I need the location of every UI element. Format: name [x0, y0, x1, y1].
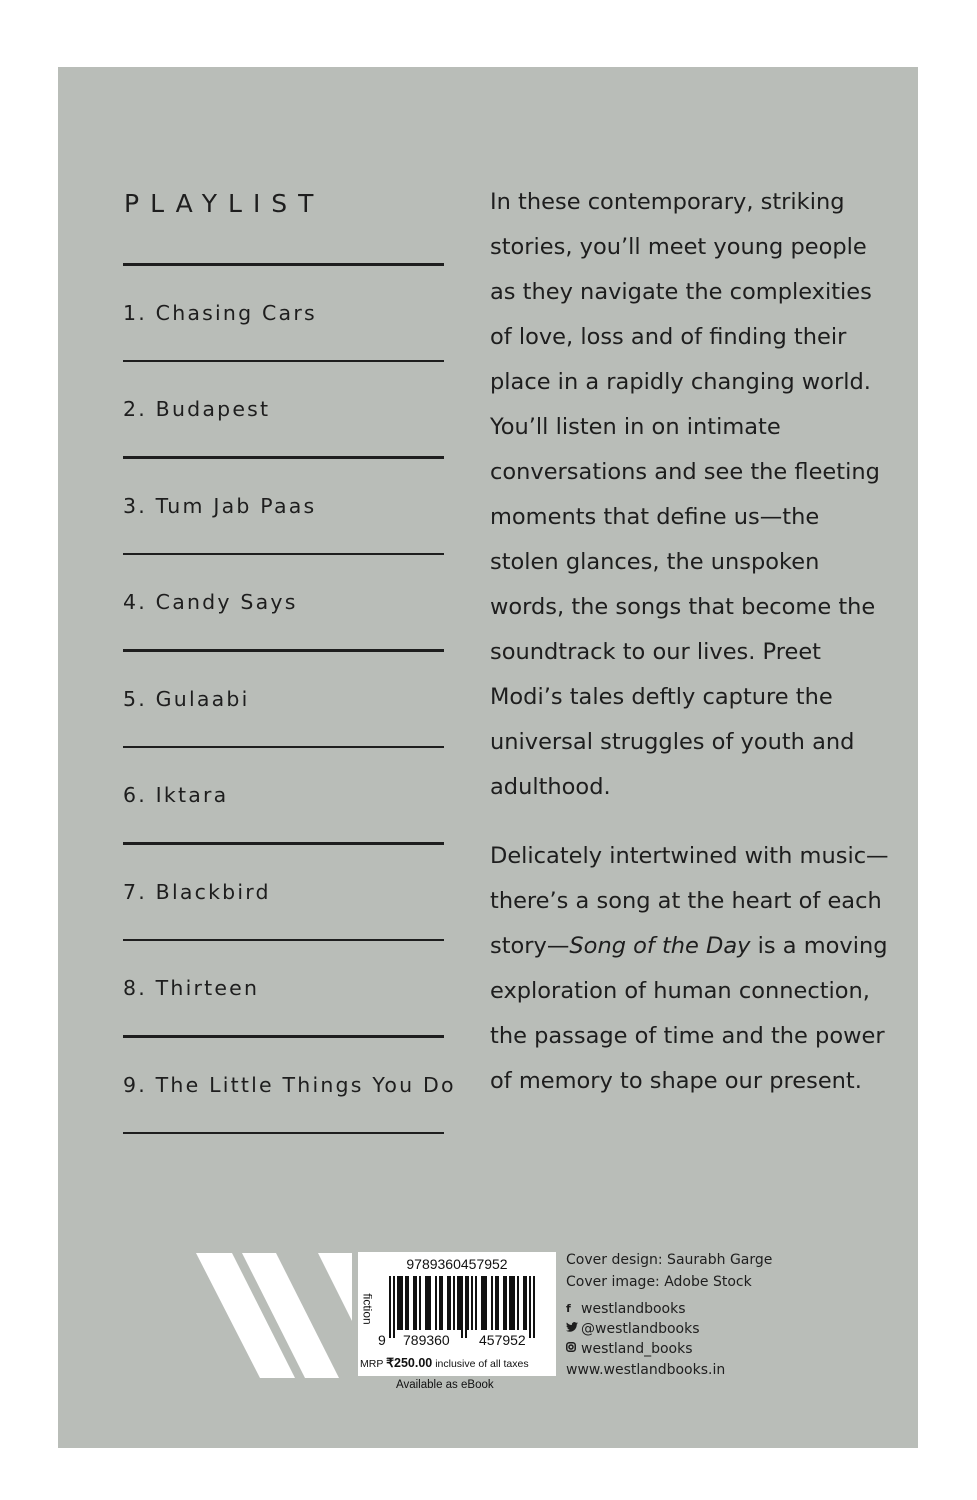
track-item: 6. Iktara — [123, 783, 229, 807]
barcode-label — [358, 1252, 556, 1376]
barcode-bar — [465, 1276, 467, 1338]
barcode-bar — [461, 1276, 463, 1338]
barcode-bar — [483, 1276, 485, 1330]
barcode-bar — [485, 1276, 487, 1330]
back-cover — [58, 67, 918, 1448]
blurb — [490, 180, 890, 1128]
barcode-bar — [389, 1276, 391, 1338]
facebook-text: westlandbooks — [581, 1301, 686, 1317]
playlist-tracks — [123, 263, 456, 1134]
barcode-bar — [497, 1276, 499, 1330]
blurb-text: Delicately intertwined with music—there’s a song at the heart of each story— — [490, 843, 889, 959]
barcode-bar — [481, 1276, 483, 1330]
cover-design-credit: Cover design: Saurabh Garge — [566, 1252, 773, 1268]
track-item: 3. Tum Jab Paas — [123, 493, 317, 518]
book-title: Song of the Day — [569, 933, 751, 959]
barcode-bar — [407, 1276, 409, 1330]
ean-digits: 457952 — [479, 1332, 526, 1348]
barcode-bar — [467, 1276, 469, 1330]
barcode-bar — [429, 1276, 431, 1330]
price-line — [360, 1355, 556, 1370]
barcode-bar — [405, 1276, 407, 1330]
barcode-bar — [523, 1276, 525, 1330]
barcode-bar — [491, 1276, 493, 1330]
barcode-bar — [435, 1276, 437, 1330]
barcode-bar — [449, 1276, 451, 1330]
blurb-paragraph: In these contemporary, striking stories, you’ll meet young people as they navigate the complexities of love, loss and of finding their place in a rapidly changing world. You’ll listen in on intimate conversations and see the fleeting moments that define us—the stolen glances, the unspoken words, the songs that become the soundtrack to our lives. Preet Modi’s tales deftly capture the universal struggles of youth and adulthood. — [490, 189, 880, 800]
credits — [566, 1249, 772, 1381]
instagram-handle — [566, 1339, 772, 1359]
barcode-bar — [419, 1276, 421, 1330]
barcode-bar — [413, 1276, 415, 1330]
barcode-bar — [517, 1276, 519, 1330]
barcode-bar — [457, 1276, 459, 1330]
barcode-bar — [475, 1276, 477, 1330]
barcode-bar — [495, 1276, 497, 1330]
barcode-bar — [441, 1276, 443, 1330]
divider — [123, 1132, 444, 1135]
track-item: 9. The Little Things You Do — [123, 1072, 456, 1097]
blurb-paragraph — [490, 834, 890, 1104]
barcode-bar — [513, 1276, 515, 1330]
barcode-bar — [533, 1276, 535, 1338]
barcode-bar — [529, 1276, 531, 1338]
instagram-icon — [566, 1338, 581, 1360]
playlist-heading: PLAYLIST — [124, 189, 325, 218]
ebook-note: Available as eBook — [396, 1379, 494, 1391]
barcode-bar — [439, 1276, 441, 1330]
barcode-bar — [503, 1276, 505, 1330]
price-note: inclusive of all taxes — [435, 1358, 529, 1370]
barcode-bars — [389, 1276, 549, 1338]
cover-image-credit: Cover image: Adobe Stock — [566, 1274, 752, 1290]
barcode-bar — [427, 1276, 429, 1330]
twitter-text: @westlandbooks — [581, 1321, 700, 1337]
publisher-logo — [196, 1253, 366, 1378]
ean-digit: 9 — [378, 1332, 386, 1348]
barcode-bar — [511, 1276, 513, 1330]
blurb-text: is a moving exploration of human connection, the passage of time and the power of memory to shape our present. — [490, 933, 888, 1094]
track-item: 1. Chasing Cars — [123, 300, 317, 325]
track-item: 8. Thirteen — [123, 976, 260, 1000]
barcode-bar — [415, 1276, 417, 1330]
barcode-bar — [399, 1276, 401, 1330]
barcode-bar — [401, 1276, 403, 1330]
twitter-handle — [566, 1319, 772, 1339]
track-item: 4. Candy Says — [123, 590, 298, 614]
barcode-bar — [509, 1276, 511, 1330]
twitter-icon — [566, 1318, 581, 1340]
ean-digits: 789360 — [403, 1332, 450, 1348]
barcode-bar — [525, 1276, 527, 1330]
barcode-bar — [393, 1276, 395, 1338]
website-link: www.westlandbooks.in — [566, 1362, 726, 1378]
facebook-handle — [566, 1299, 772, 1319]
isbn-number: 9789360457952 — [406, 1256, 508, 1272]
barcode-bar — [459, 1276, 461, 1330]
price-prefix: MRP — [360, 1358, 384, 1370]
track-item: 2. Budapest — [123, 397, 271, 421]
barcode-bar — [505, 1276, 507, 1330]
barcode-bar — [397, 1276, 399, 1330]
barcode-bar — [453, 1276, 455, 1330]
barcode-bar — [425, 1276, 427, 1330]
track-item: 7. Blackbird — [123, 879, 271, 904]
price-value: ₹250.00 — [386, 1356, 433, 1370]
instagram-text: westland_books — [581, 1341, 693, 1357]
facebook-icon: f — [566, 1302, 571, 1315]
genre-label: fiction — [360, 1293, 375, 1325]
barcode-bar — [471, 1276, 473, 1330]
barcode-bar — [447, 1276, 449, 1330]
track-item: 5. Gulaabi — [123, 686, 250, 711]
